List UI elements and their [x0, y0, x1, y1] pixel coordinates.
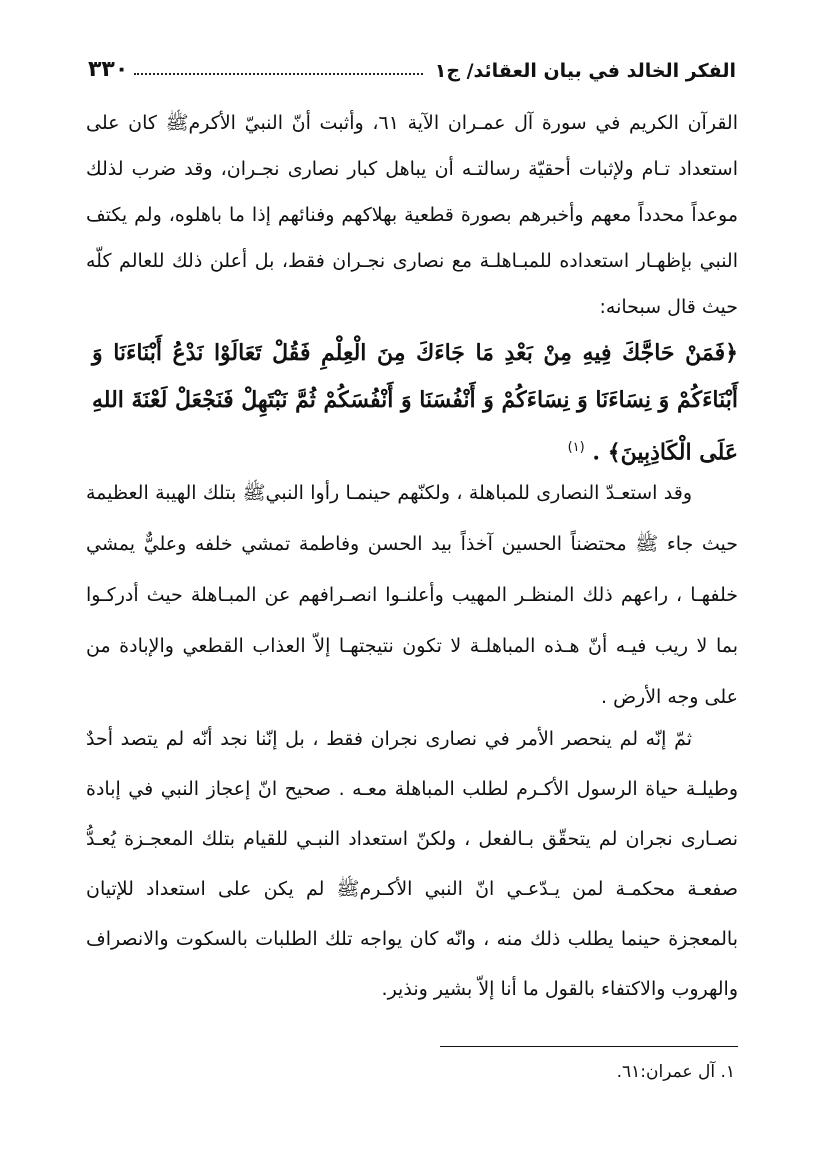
page-number: ٣٣٠	[88, 57, 129, 82]
paragraph-1: القرآن الكريم في سورة آل عمـران الآية ٦١، وأثبت أنّ النبيّ الأكرمﷺ كان على استعداد تـام ولإثبات أحقيّة رسالتـه أن يباهل كبار نصارى نجـران، وقد ضرب لذلك موعداً محدداً معهم وأخبرهم بصورة قطعية بهلاكهم وفنائهم إذا ما باهلوه، ولم يكتف النبي بإظهـار استعداده للمبـاهلـة مع نصارى نجـران فقط، بل أعلن ذلك للعالم كلّه حيث قال سبحانه:	[86, 112, 738, 318]
footnote-separator	[440, 1046, 738, 1047]
footnote-1: ١. آل عمران:٦١.	[616, 1062, 735, 1082]
verse-text: ﴿فَمَنْ حَاجَّكَ فِيهِ مِنْ بَعْدِ مَا جَاءَكَ مِنَ الْعِلْمِ فَقُلْ تَعَالَوْا نَدْعُ أَبْنَاءَنَا وَ أَبْنَاءَكُمْ وَ نِسَاءَنَا وَ نِسَاءَكُمْ وَ أَنْفُسَنَا وَ أَنْفُسَكُمْ ثُمَّ نَبْتَهِلْ فَنَجْعَلْ لَعْنَةَ اللهِ عَلَى الْكَاذِبِينَ﴾ .	[92, 340, 738, 466]
paragraph-3: ثمّ إنّه لم ينحصر الأمر في نصارى نجران فقط ، بل إنّنا نجد أنّه لم يتصد أحدٌ وطيلـة حياة الرسول الأكـرم لطلب المباهلة معـه . صحيح انّ إعجاز النبي في إبادة نصـارى نجران لم يتحقّق بـالفعل ، ولكنّ استعداد النبـي للقيام بتلك المعجـزة يُعـدُّ صفعـة محكمـة لمن يـدّعـي انّ النبي الأكـرمﷺ لم يكن على استعداد للإتيان بالمعجزة حينما يطلب ذلك منه ، وانّه كان يواجه تلك الطلبات بالسكوت والانصراف والهروب والاكتفاء بالقول ما أنا إلاّ بشير ونذير.	[86, 728, 738, 1000]
header-dotted-leader	[134, 73, 422, 75]
footnote-marker: (١)	[567, 440, 585, 455]
running-header	[88, 42, 736, 82]
paragraph-2: وقد استعـدّ النصارى للمباهلة ، ولكنّهم حينمـا رأوا النبيﷺ بتلك الهيبة العظيمة حيث جاء ﷺ محتضناً الحسين آخذاً بيد الحسن وفاطمة تمشي خلفه وعليٌّ يمشي خلفهـا ، راعهم ذلك المنظـر المهيب وأعلنـوا انصـرافهم عن المبـاهلة حيث أدركـوا بما لا ريب فيـه أنّ هـذه المباهلـة لا تكون نتيجتهـا إلاّ العذاب القطعي والإبادة من على وجه الأرض .	[86, 482, 738, 708]
book-title: الفكر الخالد في بيان العقائد/ ج١	[434, 60, 736, 82]
quran-verse	[92, 330, 738, 476]
